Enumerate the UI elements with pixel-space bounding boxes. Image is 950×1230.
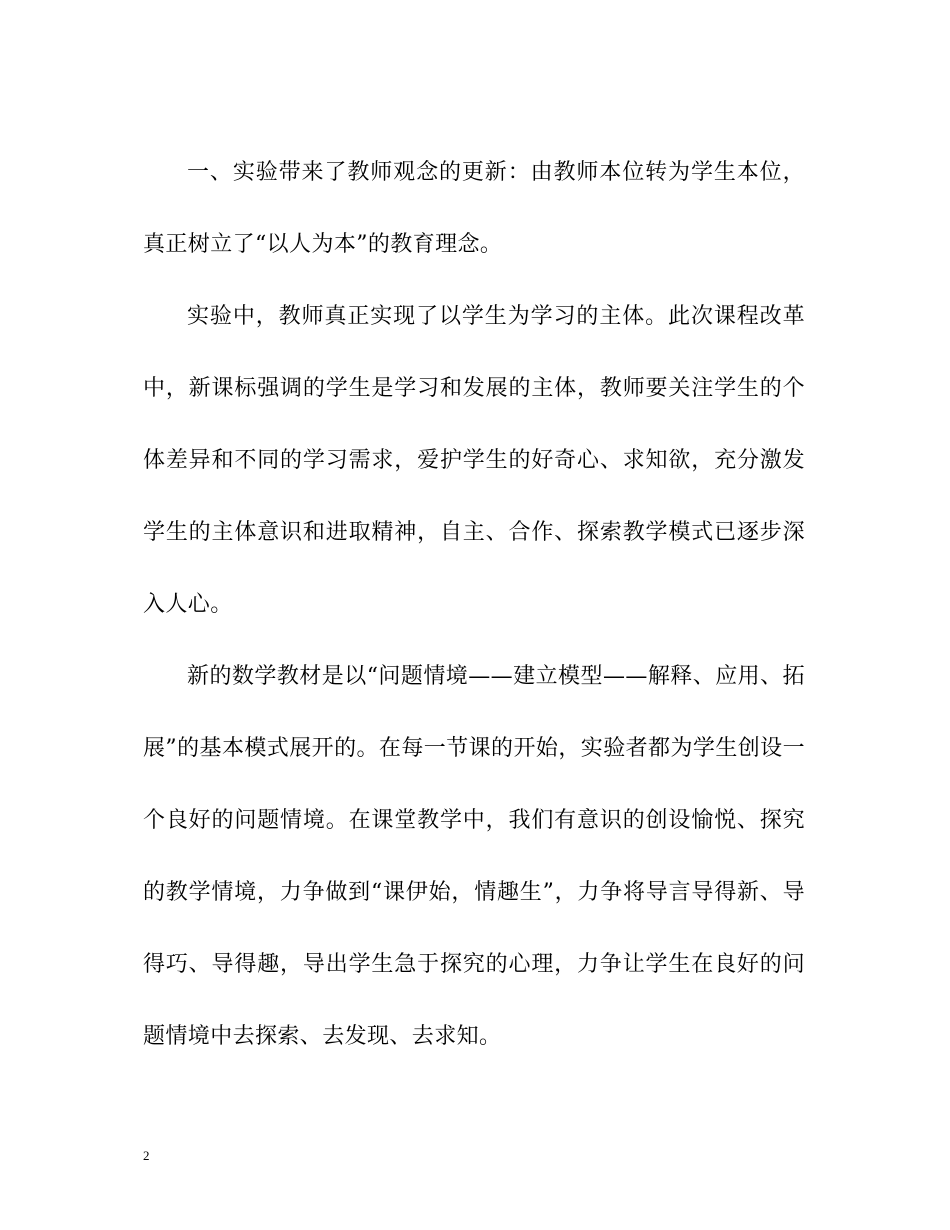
page-number: 2 bbox=[143, 1148, 150, 1163]
paragraph-problem-situation: 新的数学教材是以“问题情境——建立模型——解释、应用、拓展”的基本模式展开的。在每一节课的开始，实验者都为学生创设一个良好的问题情境。在课堂教学中，我们有意识的创设愉悦、探究的教学情境，力争做到“课伊始，情趣生”，力争将导言导得新、导得巧、导得趣，导出学生急于探究的心理，力争让学生在良好的问题情境中去探索、去发现、去求知。 bbox=[143, 664, 805, 1049]
paragraph-section-heading: 一、实验带来了教师观念的更新：由教师本位转为学生本位，真正树立了“以人为本”的教育理念。 bbox=[143, 160, 805, 257]
page-body bbox=[143, 137, 805, 1073]
paragraph-student-centered: 实验中，教师真正实现了以学生为学习的主体。此次课程改革中，新课标强调的学生是学习和发展的主体，教师要关注学生的个体差异和不同的学习需求，爱护学生的好奇心、求知欲，充分激发学生的主体意识和进取精神，自主、合作、探索教学模式已逐步深入人心。 bbox=[143, 304, 805, 617]
